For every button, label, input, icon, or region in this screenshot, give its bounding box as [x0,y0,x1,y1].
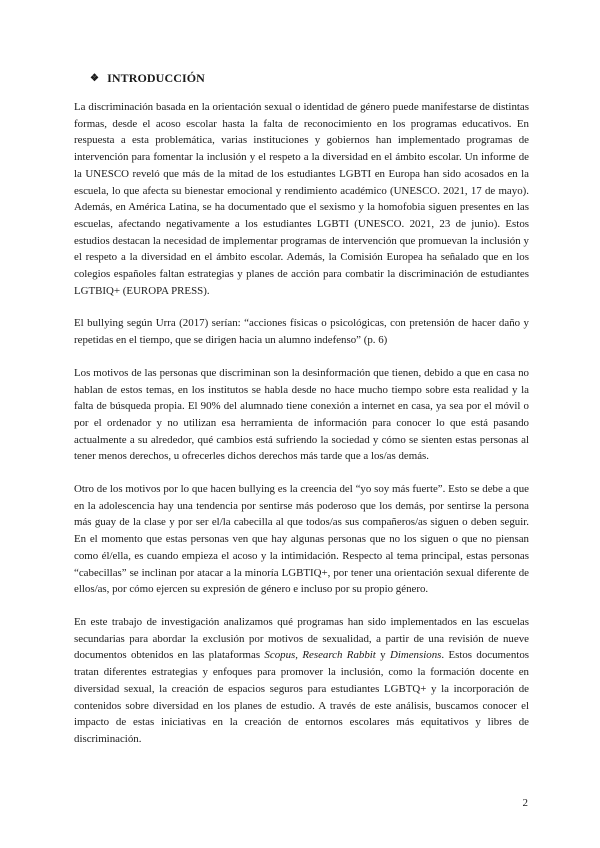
section-heading [90,71,205,86]
paragraph-5-end: . Estos documentos tratan diferentes estrategias y enfoques para promover la inclusión, como la formación docente en diversidad sexual, la creación de espacios seguros para estudiantes LGBTQ+ y la incorporación de contenidos sobre diversidad en los planes de estudio. A través de este análisis, buscamos conocer el impacto de estas iniciativas en la creación de entornos escolares más equitativos y libres de discriminación. [74,649,530,745]
paragraph-4: Otro de los motivos por lo que hacen bullying es la creencia del “yo soy más fuerte”. Esto se debe a que en la adolescencia hay una tendencia por sentirse más poderoso que los demás, por sentirse la persona más guay de la clase y por ser el/la cabecilla al que todos/as sus compañeros/as siguen o deben seguir. En el momento que estas personas ven que hay algunas personas que no los siguen o que no piensan como él/ella, es cuando empieza el acoso y la intimidación. Respecto al tema principal, estas personas “cabecillas” se inclinan por atacar a la minoría LGBTIQ+, por tener una orientación sexual diferente de ellos/as, por cómo ejercen su expresión de género e incluso por su propio género. [74,483,529,596]
section-title: INTRODUCCIÓN [107,71,205,85]
platform-dimensions: Dimensions [389,649,442,662]
paragraph-5-sep-2: y [375,649,390,662]
paragraph-5-sep-1: , [295,649,303,662]
platform-research-rabbit: Research Rabbit [302,649,376,662]
diamond-bullet-icon: ❖ [90,72,100,84]
paragraph-1: La discriminación basada en la orientación sexual o identidad de género puede manifestarse de distintas formas, desde el acoso escolar hasta la falta de reconocimiento en los programas educativos. En respuesta a esta problemática, varias instituciones y gobiernos han implementado programas de intervención para fomentar la inclusión y el respeto a la diversidad en el ámbito escolar. Un informe de la UNESCO reveló que más de la mitad de los estudiantes LGBTI en Europa han sido acosados en la escuela, lo que afecta su bienestar emocional y rendimiento académico (UNESCO. 2021, 17 de mayo). Además, en América Latina, se ha documentado que el sexismo y la homofobia siguen presentes en las escuelas, afectando negativamente a los estudiantes LGBTI (UNESCO. 2021, 23 de junio). Estos estudios destacan la necesidad de implementar programas de intervención que promuevan la inclusión y el respeto a la diversidad en el ámbito escolar. Además, la Comisión Europea ha señalado que en los colegios españoles faltan estrategias y planes de acción para combatir la discriminación de estudiantes LGTBIQ+ (EUROPA PRESS). [74,101,529,297]
paragraph-5 [74,614,529,748]
paragraph-5-start: En este trabajo de investigación analizamos qué programas han sido implementados en las escuelas secundarias para abordar la exclusión por motivos de sexualidad, a partir de una revisión de nueve documentos obtenidos en las plataformas [74,615,529,662]
page-number: 2 [522,797,528,809]
paragraph-3: Los motivos de las personas que discriminan son la desinformación que tienen, debido a que en casa no hablan de estos temas, en los institutos se habla desde no hace mucho tiempo sobre esta realidad y la falta de búsqueda propia. El 90% del alumnado tiene conexión a internet en casa, ya sea por el móvil o por el ordenador y no utilizan esa herramienta de información para conocer lo que está pasando actualmente a su alrededor, qué cambios está sufriendo la sociedad y cómo se sienten estas personas al tener menos derechos, u ofrecerles dichos derechos más tarde que a los/as demás. [74,366,529,463]
body-text [74,99,529,764]
platform-scopus: Scopus [264,649,296,662]
paragraph-2: El bullying según Urra (2017) serían: “acciones físicas o psicológicas, con pretensión de hacer daño y repetidas en el tiempo, que se dirigen hacia un alumno indefenso” (p. 6) [74,317,529,347]
